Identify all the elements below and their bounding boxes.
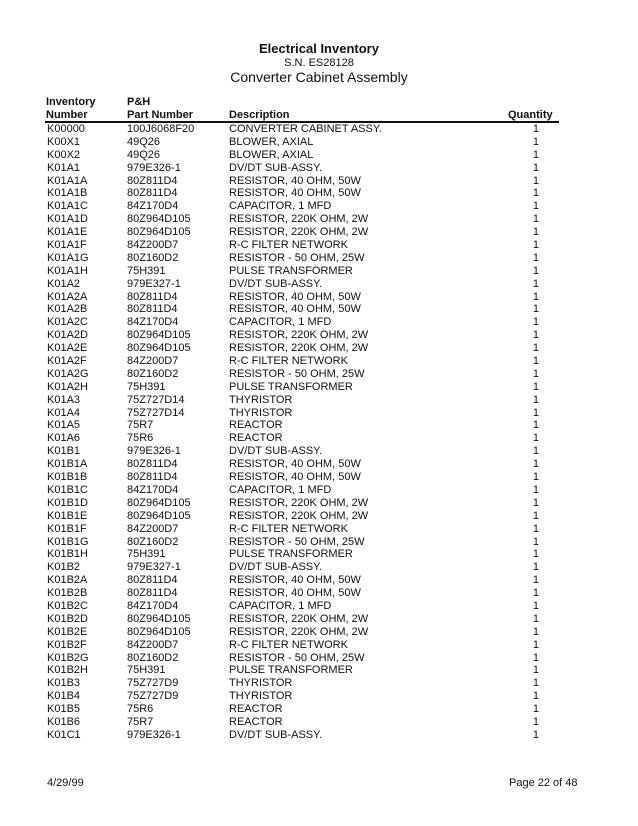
- table-row: [0, 432, 638, 445]
- quantity-cell: 1: [532, 432, 539, 445]
- table-row: [0, 149, 638, 162]
- part-number-cell: 84Z170D4: [127, 483, 179, 496]
- quantity-cell: 1: [532, 380, 539, 393]
- inventory-number-cell: K01A2A: [47, 290, 88, 303]
- table-row: [0, 368, 638, 381]
- inventory-number-cell: K01C1: [47, 728, 81, 741]
- description-cell: DV/DT SUB-ASSY.: [229, 277, 323, 290]
- quantity-cell: 1: [532, 251, 539, 264]
- part-number-cell: 100J6068F20: [127, 123, 195, 135]
- table-row: [0, 613, 638, 626]
- inventory-number-cell: K01A2B: [47, 303, 88, 316]
- inventory-number-cell: K01B1G: [47, 535, 89, 548]
- description-cell: RESISTOR, 220K OHM, 2W: [229, 625, 369, 638]
- part-number-cell: 80Z811D4: [127, 471, 178, 484]
- quantity-cell: 1: [532, 161, 539, 174]
- description-cell: DV/DT SUB-ASSY.: [229, 445, 323, 458]
- inventory-number-cell: K01B5: [47, 703, 81, 716]
- description-cell: RESISTOR, 40 OHM, 50W: [229, 174, 361, 187]
- table-row: [0, 329, 638, 342]
- description-cell: THYRISTOR: [229, 690, 293, 703]
- inventory-number-cell: K01B2E: [47, 625, 88, 638]
- inventory-number-cell: K01A1E: [47, 226, 88, 239]
- quantity-cell: 1: [532, 367, 539, 380]
- quantity-cell: 1: [532, 303, 539, 316]
- inventory-number-cell: K01B2A: [47, 574, 88, 587]
- part-number-cell: 979E327-1: [127, 561, 181, 574]
- quantity-cell: 1: [532, 535, 539, 548]
- part-number-cell: 75R7: [127, 419, 154, 432]
- description-cell: R-C FILTER NETWORK: [229, 355, 348, 368]
- part-header-line2: Part Number: [127, 109, 194, 121]
- part-number-cell: 979E327-1: [127, 277, 181, 290]
- part-number-cell: 75Z727D9: [127, 690, 179, 703]
- description-cell: RESISTOR, 220K OHM, 2W: [229, 612, 369, 625]
- table-row: [0, 574, 638, 587]
- footer-page-number: Page 22 of 48: [509, 777, 578, 789]
- table-row: [0, 471, 638, 484]
- inventory-table: [0, 123, 638, 742]
- inventory-number-cell: K01A2D: [47, 329, 88, 342]
- inventory-number-cell: K01B3: [47, 677, 81, 690]
- table-row: [0, 394, 638, 407]
- part-number-cell: 84Z170D4: [127, 599, 179, 612]
- quantity-cell: 1: [532, 638, 539, 651]
- description-cell: RESISTOR - 50 OHM, 25W: [229, 251, 365, 264]
- inventory-number-cell: K00000: [47, 123, 85, 135]
- table-row: [0, 200, 638, 213]
- table-row: [0, 664, 638, 677]
- table-row: [0, 445, 638, 458]
- description-cell: PULSE TRANSFORMER: [229, 264, 353, 277]
- part-number-cell: 75H391: [127, 380, 166, 393]
- inventory-number-cell: K01B1H: [47, 548, 88, 561]
- quantity-cell: 1: [532, 316, 539, 329]
- inventory-number-cell: K01B2B: [47, 587, 88, 600]
- part-number-cell: 80Z811D4: [127, 303, 178, 316]
- table-row: [0, 626, 638, 639]
- inventory-number-cell: K01B1C: [47, 483, 88, 496]
- table-row: [0, 355, 638, 368]
- part-number-cell: 84Z200D7: [127, 355, 179, 368]
- part-header-line1: P&H: [127, 96, 151, 108]
- quantity-cell: 1: [532, 625, 539, 638]
- inventory-number-cell: K00X1: [47, 135, 81, 148]
- description-cell: REACTOR: [229, 703, 283, 716]
- description-cell: RESISTOR - 50 OHM, 25W: [229, 651, 365, 664]
- part-number-cell: 49Q26: [127, 135, 161, 148]
- description-cell: R-C FILTER NETWORK: [229, 638, 348, 651]
- quantity-cell: 1: [532, 728, 539, 741]
- part-number-cell: 84Z200D7: [127, 522, 179, 535]
- part-number-cell: 84Z200D7: [127, 239, 179, 252]
- quantity-cell: 1: [532, 715, 539, 728]
- inventory-header-line2: Number: [46, 109, 88, 121]
- description-cell: THYRISTOR: [229, 406, 293, 419]
- part-number-cell: 80Z811D4: [127, 587, 178, 600]
- table-row: [0, 497, 638, 510]
- quantity-cell: 1: [532, 264, 539, 277]
- quantity-cell: 1: [532, 355, 539, 368]
- page-title: Electrical Inventory: [259, 41, 379, 56]
- quantity-cell: 1: [532, 664, 539, 677]
- table-row: [0, 226, 638, 239]
- quantity-cell: 1: [532, 677, 539, 690]
- part-number-cell: 80Z811D4: [127, 458, 178, 471]
- table-row: [0, 381, 638, 394]
- quantity-cell: 1: [532, 612, 539, 625]
- table-row: [0, 523, 638, 536]
- quantity-cell: 1: [532, 329, 539, 342]
- table-row: [0, 677, 638, 690]
- description-cell: PULSE TRANSFORMER: [229, 380, 353, 393]
- table-row: [0, 703, 638, 716]
- table-row: [0, 652, 638, 665]
- inventory-number-cell: K01B4: [47, 690, 81, 703]
- table-row: [0, 690, 638, 703]
- description-cell: RESISTOR, 220K OHM, 2W: [229, 226, 369, 239]
- inventory-number-cell: K01A2: [47, 277, 81, 290]
- table-row: [0, 729, 638, 742]
- description-cell: DV/DT SUB-ASSY.: [229, 561, 323, 574]
- table-row: [0, 716, 638, 729]
- inventory-number-cell: K01B1: [47, 445, 81, 458]
- description-cell: BLOWER, AXIAL: [229, 135, 314, 148]
- inventory-number-cell: K01A1D: [47, 213, 88, 226]
- part-number-cell: 80Z811D4: [127, 290, 178, 303]
- quantity-cell: 1: [532, 213, 539, 226]
- table-row: [0, 639, 638, 652]
- inventory-number-cell: K01A2H: [47, 380, 88, 393]
- inventory-number-cell: K01B2G: [47, 651, 89, 664]
- inventory-number-cell: K01B2H: [47, 664, 88, 677]
- description-cell: THYRISTOR: [229, 393, 293, 406]
- quantity-cell: 1: [532, 393, 539, 406]
- description-cell: PULSE TRANSFORMER: [229, 548, 353, 561]
- description-cell: RESISTOR - 50 OHM, 25W: [229, 367, 365, 380]
- inventory-number-cell: K01A1G: [47, 251, 89, 264]
- part-number-cell: 80Z160D2: [127, 251, 179, 264]
- part-number-cell: 80Z964D105: [127, 213, 191, 226]
- description-cell: RESISTOR, 40 OHM, 50W: [229, 587, 361, 600]
- quantity-cell: 1: [532, 239, 539, 252]
- part-number-cell: 75R6: [127, 703, 154, 716]
- description-cell: BLOWER, AXIAL: [229, 148, 314, 161]
- description-cell: R-C FILTER NETWORK: [229, 239, 348, 252]
- inventory-number-cell: K01B1B: [47, 471, 88, 484]
- description-cell: RESISTOR, 40 OHM, 50W: [229, 471, 361, 484]
- inventory-number-cell: K01A1A: [47, 174, 88, 187]
- part-number-cell: 84Z200D7: [127, 638, 179, 651]
- page-subtitle: Converter Cabinet Assembly: [230, 69, 408, 85]
- part-number-cell: 80Z811D4: [127, 187, 178, 200]
- footer-date: 4/29/99: [47, 777, 84, 789]
- quantity-cell: 1: [532, 690, 539, 703]
- inventory-number-cell: K01B2C: [47, 599, 88, 612]
- quantity-cell: 1: [532, 483, 539, 496]
- inventory-number-cell: K01B2F: [47, 638, 87, 651]
- inventory-number-cell: K01A3: [47, 393, 81, 406]
- inventory-number-cell: K01B1A: [47, 458, 88, 471]
- quantity-cell: 1: [532, 561, 539, 574]
- inventory-number-cell: K01A2C: [47, 316, 88, 329]
- quantity-cell: 1: [532, 226, 539, 239]
- part-number-cell: 75Z727D14: [127, 393, 185, 406]
- part-number-cell: 75H391: [127, 264, 166, 277]
- part-number-cell: 979E326-1: [127, 728, 181, 741]
- inventory-number-cell: K01B2D: [47, 612, 88, 625]
- quantity-cell: 1: [532, 406, 539, 419]
- part-number-cell: 979E326-1: [127, 445, 181, 458]
- inventory-number-cell: K01A1F: [47, 239, 87, 252]
- table-row: [0, 239, 638, 252]
- inventory-number-cell: K01B2: [47, 561, 81, 574]
- table-row: [0, 342, 638, 355]
- quantity-cell: 1: [532, 445, 539, 458]
- part-number-cell: 75H391: [127, 664, 166, 677]
- inventory-number-cell: K01A4: [47, 406, 81, 419]
- description-cell: DV/DT SUB-ASSY.: [229, 161, 323, 174]
- description-cell: DV/DT SUB-ASSY.: [229, 728, 323, 741]
- inventory-number-cell: K01B1E: [47, 509, 88, 522]
- inventory-number-cell: K01A1B: [47, 187, 88, 200]
- inventory-number-cell: K01A6: [47, 432, 81, 445]
- description-cell: REACTOR: [229, 715, 283, 728]
- part-number-cell: 80Z964D105: [127, 342, 191, 355]
- part-number-cell: 75Z727D9: [127, 677, 179, 690]
- quantity-cell: 1: [532, 599, 539, 612]
- table-row: [0, 587, 638, 600]
- table-row: [0, 252, 638, 265]
- description-header: Description: [229, 109, 290, 121]
- description-cell: CAPACITOR, 1 MFD: [229, 599, 332, 612]
- quantity-cell: 1: [532, 587, 539, 600]
- inventory-number-cell: K01A2G: [47, 367, 89, 380]
- table-row: [0, 278, 638, 291]
- description-cell: RESISTOR, 40 OHM, 50W: [229, 303, 361, 316]
- description-cell: RESISTOR, 220K OHM, 2W: [229, 496, 369, 509]
- description-cell: RESISTOR, 220K OHM, 2W: [229, 213, 369, 226]
- quantity-cell: 1: [532, 703, 539, 716]
- table-row: [0, 510, 638, 523]
- description-cell: CAPACITOR, 1 MFD: [229, 316, 332, 329]
- inventory-number-cell: K01A2E: [47, 342, 88, 355]
- table-row: [0, 213, 638, 226]
- description-cell: REACTOR: [229, 419, 283, 432]
- inventory-number-cell: K01A2F: [47, 355, 87, 368]
- table-row: [0, 162, 638, 175]
- part-number-cell: 49Q26: [127, 148, 161, 161]
- part-number-cell: 84Z170D4: [127, 316, 179, 329]
- table-row: [0, 419, 638, 432]
- quantity-cell: 1: [532, 651, 539, 664]
- table-row: [0, 484, 638, 497]
- quantity-cell: 1: [532, 174, 539, 187]
- quantity-cell: 1: [532, 148, 539, 161]
- part-number-cell: 75H391: [127, 548, 166, 561]
- quantity-cell: 1: [532, 471, 539, 484]
- quantity-cell: 1: [532, 458, 539, 471]
- part-number-cell: 80Z964D105: [127, 329, 191, 342]
- part-number-cell: 80Z811D4: [127, 174, 178, 187]
- quantity-cell: 1: [532, 509, 539, 522]
- quantity-cell: 1: [532, 187, 539, 200]
- quantity-cell: 1: [532, 548, 539, 561]
- inventory-number-cell: K01A1H: [47, 264, 88, 277]
- table-row: [0, 548, 638, 561]
- part-number-cell: 80Z964D105: [127, 226, 191, 239]
- description-cell: R-C FILTER NETWORK: [229, 522, 348, 535]
- part-number-cell: 80Z811D4: [127, 574, 178, 587]
- quantity-cell: 1: [532, 123, 539, 135]
- description-cell: RESISTOR, 220K OHM, 2W: [229, 342, 369, 355]
- quantity-header: Quantity: [508, 109, 553, 121]
- inventory-header-line1: Inventory: [46, 96, 96, 108]
- quantity-cell: 1: [532, 135, 539, 148]
- table-row: [0, 291, 638, 304]
- table-row: [0, 175, 638, 188]
- serial-number: S.N. ES28128: [284, 57, 354, 69]
- quantity-cell: 1: [532, 496, 539, 509]
- description-cell: RESISTOR, 40 OHM, 50W: [229, 458, 361, 471]
- description-cell: RESISTOR, 40 OHM, 50W: [229, 290, 361, 303]
- quantity-cell: 1: [532, 200, 539, 213]
- inventory-number-cell: K00X2: [47, 148, 81, 161]
- description-cell: CAPACITOR, 1 MFD: [229, 200, 332, 213]
- quantity-cell: 1: [532, 290, 539, 303]
- part-number-cell: 80Z964D105: [127, 509, 191, 522]
- quantity-cell: 1: [532, 522, 539, 535]
- part-number-cell: 75R6: [127, 432, 154, 445]
- part-number-header: [127, 96, 193, 122]
- description-cell: RESISTOR, 40 OHM, 50W: [229, 187, 361, 200]
- description-cell: CONVERTER CABINET ASSY.: [229, 123, 382, 135]
- part-number-cell: 75Z727D14: [127, 406, 185, 419]
- table-row: [0, 123, 638, 136]
- quantity-cell: 1: [532, 574, 539, 587]
- description-cell: RESISTOR, 40 OHM, 50W: [229, 574, 361, 587]
- description-cell: RESISTOR, 220K OHM, 2W: [229, 329, 369, 342]
- inventory-number-cell: K01A5: [47, 419, 81, 432]
- part-number-cell: 75R7: [127, 715, 154, 728]
- description-cell: RESISTOR - 50 OHM, 25W: [229, 535, 365, 548]
- quantity-cell: 1: [532, 342, 539, 355]
- table-row: [0, 407, 638, 420]
- table-row: [0, 187, 638, 200]
- description-cell: REACTOR: [229, 432, 283, 445]
- description-cell: PULSE TRANSFORMER: [229, 664, 353, 677]
- quantity-cell: 1: [532, 277, 539, 290]
- table-row: [0, 136, 638, 149]
- inventory-number-cell: K01B1F: [47, 522, 87, 535]
- table-row: [0, 600, 638, 613]
- part-number-cell: 80Z160D2: [127, 535, 179, 548]
- part-number-cell: 80Z964D105: [127, 612, 191, 625]
- inventory-number-cell: K01B6: [47, 715, 81, 728]
- table-row: [0, 561, 638, 574]
- table-row: [0, 265, 638, 278]
- quantity-cell: 1: [532, 419, 539, 432]
- part-number-cell: 80Z964D105: [127, 625, 191, 638]
- description-cell: THYRISTOR: [229, 677, 293, 690]
- part-number-cell: 84Z170D4: [127, 200, 179, 213]
- table-row: [0, 536, 638, 549]
- table-row: [0, 303, 638, 316]
- part-number-cell: 80Z964D105: [127, 496, 191, 509]
- part-number-cell: 80Z160D2: [127, 651, 179, 664]
- part-number-cell: 979E326-1: [127, 161, 181, 174]
- table-row: [0, 458, 638, 471]
- inventory-number-cell: K01B1D: [47, 496, 88, 509]
- inventory-number-cell: K01A1: [47, 161, 81, 174]
- table-row: [0, 316, 638, 329]
- description-cell: RESISTOR, 220K OHM, 2W: [229, 509, 369, 522]
- inventory-number-cell: K01A1C: [47, 200, 88, 213]
- inventory-number-header: [46, 96, 96, 122]
- part-number-cell: 80Z160D2: [127, 367, 179, 380]
- description-cell: CAPACITOR, 1 MFD: [229, 483, 332, 496]
